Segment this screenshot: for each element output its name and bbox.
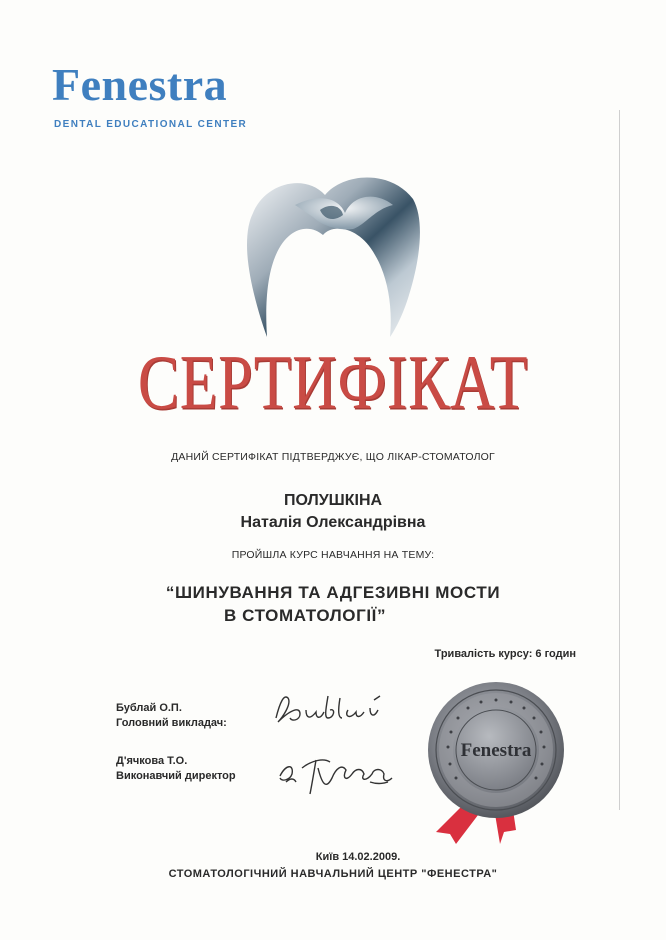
signatory-2 [116,754,236,784]
passed-course-text: ПРОЙШЛА КУРС НАВЧАННЯ НА ТЕМУ: [231,549,435,561]
signatory-2-role: Виконавчий директор [116,770,236,782]
signatory-1-name: Бублай О.П. [116,702,182,714]
signatory-1 [116,701,227,731]
recipient-surname: ПОЛУШКІНА [283,492,383,509]
course-topic-line1: “ШИНУВАННЯ ТА АДГЕЗИВНІ МОСТИ [165,583,501,602]
confirms-text: ДАНИЙ СЕРТИФІКАТ ПІДТВЕРДЖУЄ, ЩО ЛІКАР-СТОМАТОЛОГ [171,451,495,463]
course-duration: Тривалість курсу: 6 годин [434,648,576,660]
signatory-1-role: Головний викладач: [116,717,227,729]
organization-name: СТОМАТОЛОГІЧНИЙ НАВЧАЛЬНИЙ ЦЕНТР "ФЕНЕСТРА" [168,868,498,880]
signatory-2-name: Д'ячкова Т.О. [116,755,188,767]
seal-center-text: Fenestra [460,740,532,761]
seal-stamp [416,672,576,847]
logo-name: Fenestra [52,59,228,110]
tooth-icon [225,165,435,340]
signature-2-image [272,738,402,803]
certificate-title: СЕРТИФІКАТ [137,340,529,426]
course-topic-line2: В СТОМАТОЛОГІЇ” [223,606,387,625]
signature-1-image [270,688,400,733]
issue-date: Київ 14.02.2009. [315,851,401,863]
logo-subtitle: DENTAL EDUCATIONAL CENTER [54,119,248,130]
recipient-given-names: Наталія Олександрівна [240,514,426,531]
